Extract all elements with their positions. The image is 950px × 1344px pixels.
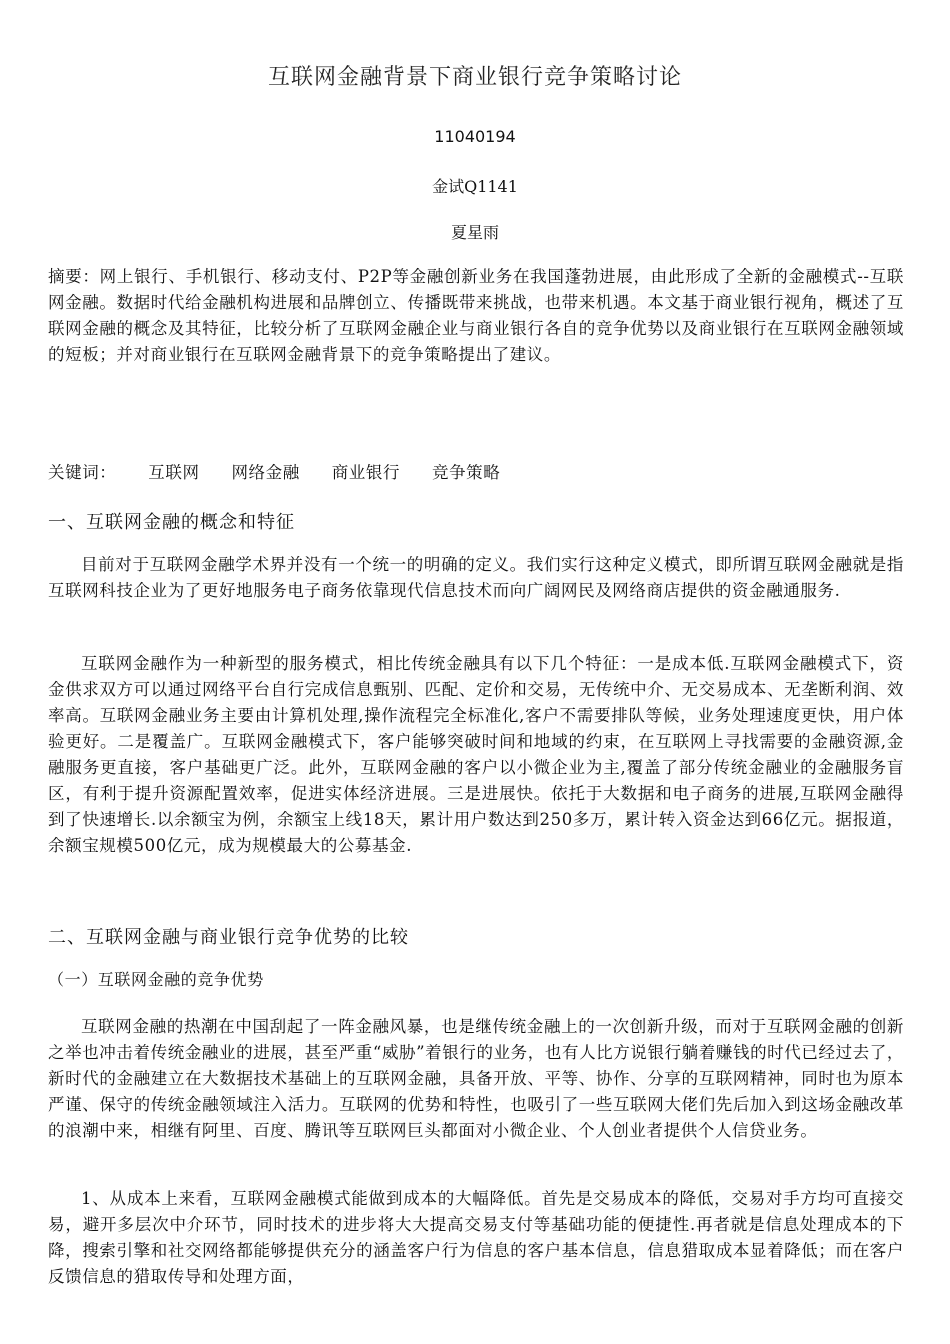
section-heading: 一、互联网金融的概念和特征 (48, 512, 295, 533)
keyword-item: 网络金融 (231, 463, 300, 482)
author-name: 夏星雨 (450, 223, 499, 242)
student-id: 11040194 (434, 127, 516, 146)
document-title: 互联网金融背景下商业银行竞争策略讨论 (267, 65, 682, 90)
keyword-item: 互联网 (148, 463, 200, 482)
keyword-item: 竞争策略 (431, 463, 501, 482)
keyword-item: 商业银行 (331, 463, 401, 482)
class-name: 金试Q1141 (432, 177, 518, 196)
section-heading: 二、互联网金融与商业银行竞争优势的比较 (48, 927, 409, 948)
keywords-line (48, 459, 526, 483)
abstract-paragraph: 摘要：网上银行、手机银行、移动支付、P2P等金融创新业务在我国蓬勃进展，由此形成了全新的金融模式--互联网金融。数据时代给金融机构进展和品牌创立、传播既带来挑战，也带来机遇。本文基于商业银行视角，概述了互联网金融的概念及其特征，比较分析了互联网金融企业与商业银行各自的竞争优势以及商业银行在互联网金融领域的短板；并对商业银行在互联网金融背景下的竞争策略提出了建议。 (48, 267, 904, 364)
body-paragraph: 互联网金融的热潮在中国刮起了一阵金融风暴，也是继传统金融上的一次创新升级，而对于互联网金融的创新之举也冲击着传统金融业的进展，甚至严重“威胁”着银行的业务，也有人比方说银行躺着赚钱的时代已经过去了，新时代的金融建立在大数据技术基础上的互联网金融，具备开放、平等、协作、分享的互联网精神，同时也为原本严谨、保守的传统金融领域注入活力。互联网的优势和特性，也吸引了一些互联网大佬们先后加入到这场金融改革的浪潮中来，相继有阿里、百度、腾讯等互联网巨头都面对小微企业、个人创业者提供个人信贷业务。 (48, 1017, 904, 1140)
subsection-heading: （一）互联网金融的竞争优势 (48, 970, 264, 989)
body-paragraph: 1、从成本上来看，互联网金融模式能做到成本的大幅降低。首先是交易成本的降低，交易对手方均可直接交易，避开多层次中介环节，同时技术的进步将大大提高交易支付等基础功能的便捷性.再者就是信息处理成本的下 降，搜索引擎和社交网络都能够提供充分的涵盖客户行为信息的客户基本信息，信息猎取成本显着降低；而在客户反馈信息的猎取传导和处理方面， (48, 1189, 904, 1286)
body-paragraph: 目前对于互联网金融学术界并没有一个统一的明确的定义。我们实行这种定义模式，即所谓互联网金融就是指互联网科技企业为了更好地服务电子商务依靠现代信息技术而向广阔网民及网络商店提供的资金融通服务. (48, 555, 904, 600)
keywords-label: 关键词： (48, 463, 117, 482)
body-paragraph: 互联网金融作为一种新型的服务模式，相比传统金融具有以下几个特征：一是成本低.互联网金融模式下，资金供求双方可以通过网络平台自行完成信息甄别、匹配、定价和交易，无传统中介、无交易成本、无垄断利润、效率高。互联网金融业务主要由计算机处理,操作流程完全标准化,客户不需要排队等候，业务处理速度更快，用户体验更好。二是覆盖广。互联网金融模式下，客户能够突破时间和地域的约束，在互联网上寻找需要的金融资源,金融服务更直接，客户基础更广泛。此外，互联网金融的客户以小微企业为主,覆盖了部分传统金融业的金融服务盲区，有利于提升资源配置效率，促进实体经济进展。三是进展快。依托于大数据和电子商务的进展,互联网金融得到了快速增长.以余额宝为例，余额宝上线18天，累计用户数达到250多万，累计转入资金达到66亿元。据报道，余额宝规模500亿元，成为规模最大的公募基金. (48, 654, 904, 855)
